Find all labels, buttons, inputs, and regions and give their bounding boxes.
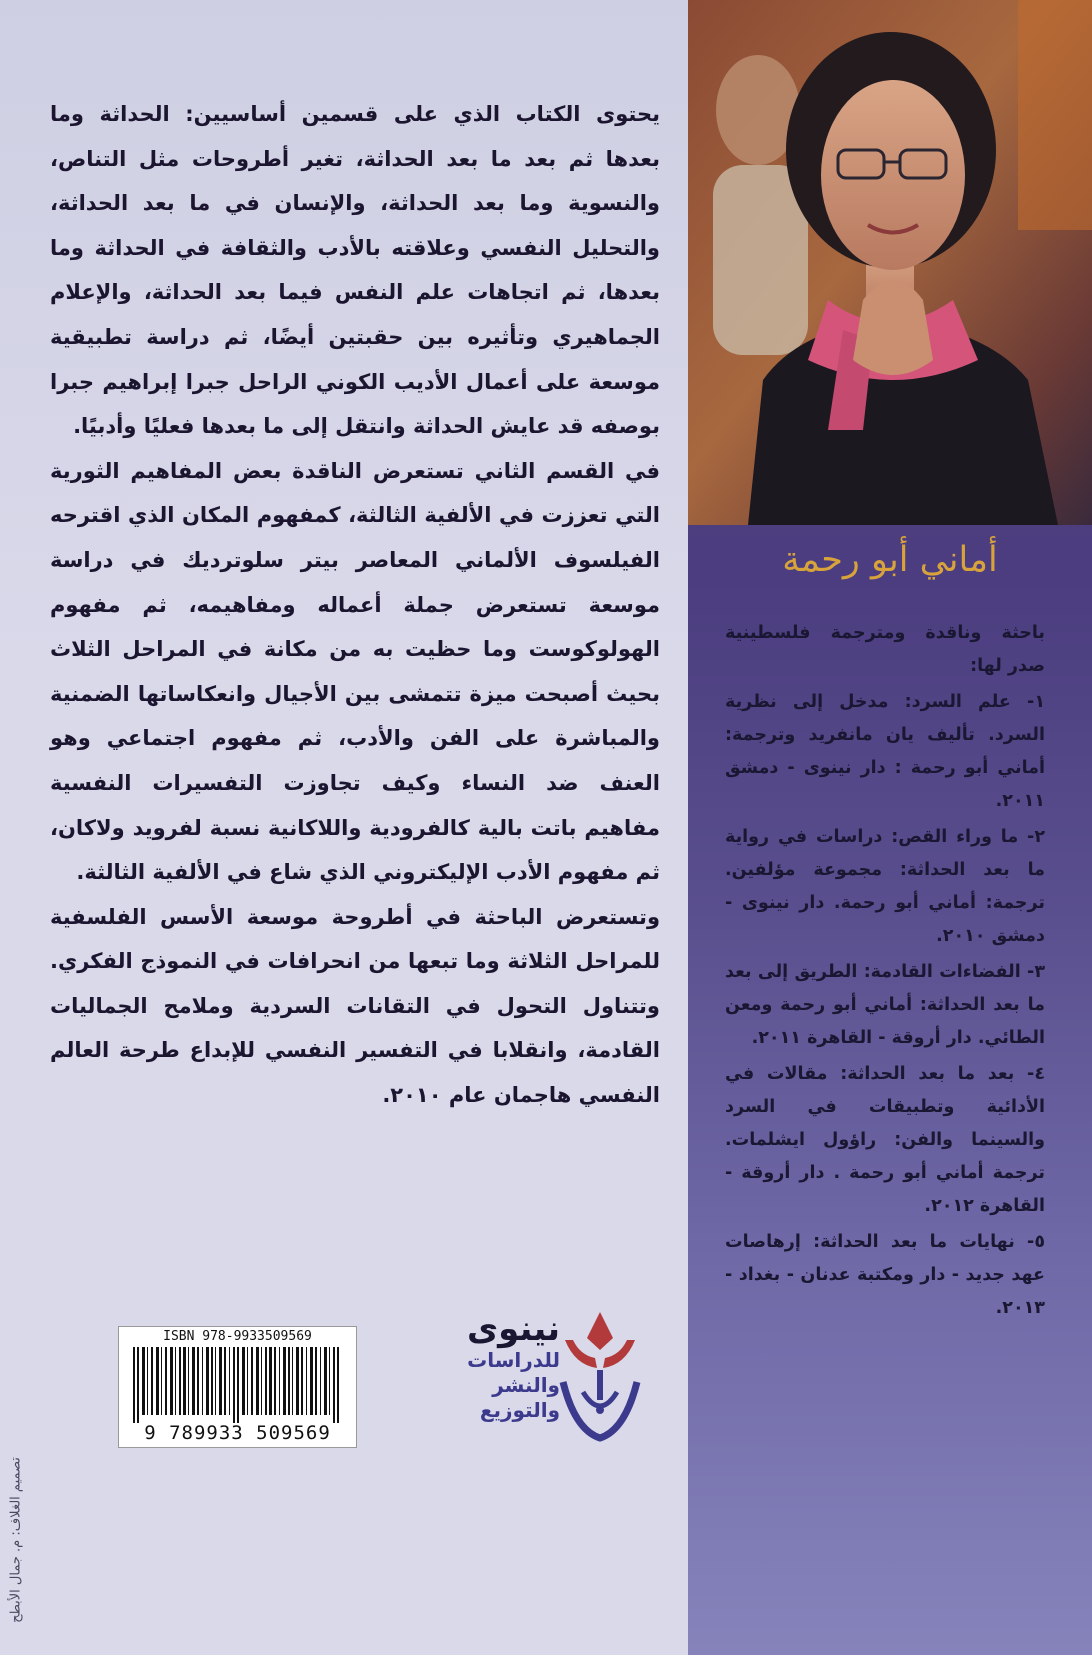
bio-book-3: ٣- الفضاءات القادمة: الطريق إلى بعد ما بعد الحداثة: أماني أبو رحمة ومعن الطائي. دار أروقة - القاهرة ٢٠١١. xyxy=(725,962,1045,1048)
bio-book-2: ٢- ما وراء القص: دراسات في رواية ما بعد الحداثة: مجموعة مؤلفين. ترجمة: أماني أبو رحمة. دار نينوى - دمشق ٢٠١٠. xyxy=(725,827,1045,946)
barcode-bars xyxy=(125,1347,350,1423)
author-photo xyxy=(688,0,1092,525)
publisher-sub-2: والنشر xyxy=(492,1373,560,1397)
publisher-name-block xyxy=(467,1310,560,1423)
book-description xyxy=(50,92,660,1118)
description-paragraph-1: يحتوى الكتاب الذي على قسمين أساسيين: الحداثة وما بعدها ثم بعد ما بعد الحداثة، تغير أطروحات مثل التناص، والنسوية وما بعد الحداثة، والإنسان في ما بعد الحداثة، والتحليل النفسي وعلاقته بالأدب والثقافة في الحداثة وما بعدها، ثم اتجاهات علم النفس فيما بعد الحداثة، والإعلام الجماهيري وتأثيره بين حقبتين أيضًا، ثم دراسة تطبيقية موسعة على أعمال الأديب الكوني الراحل جبرا إبراهيم جبرا بوصفه قد عايش الحداثة وانتقل إلى ما بعدها فعليًا وأدبيًا. xyxy=(50,102,660,439)
publisher-name: نينوى xyxy=(466,1309,560,1349)
cover-designer-credit xyxy=(4,1430,28,1650)
author-name: أماني أبو رحمة xyxy=(782,540,998,580)
designer-text: تصميم الغلاف: م. جمال الأبطح xyxy=(8,1457,24,1623)
bio-intro: باحثة وناقدة ومترجمة فلسطينية صدر لها: xyxy=(725,623,1045,676)
author-portrait-illustration xyxy=(688,0,1092,525)
publisher-sub-3: والتوزيع xyxy=(479,1398,560,1422)
publisher-logo-block xyxy=(395,1310,645,1440)
isbn-barcode xyxy=(118,1326,357,1448)
barcode-digits: 9 789933 509569 xyxy=(144,1422,331,1444)
publisher-sub-1: للدراسات xyxy=(467,1348,560,1372)
author-bio xyxy=(725,617,1045,1328)
bio-book-4: ٤- بعد ما بعد الحداثة: مقالات في الأدائية وتطبيقات في السرد والسينما والفن: راؤول ايشلمات. ترجمة أماني أبو رحمة . دار أروقة - القاهرة ٢٠١٢. xyxy=(725,1064,1045,1216)
publisher-emblem-icon xyxy=(555,1310,645,1442)
bio-book-1: ١- علم السرد: مدخل إلى نظرية السرد. تأليف يان مانفريد وترجمة: أماني أبو رحمة : دار نينوى - دمشق ٢٠١١. xyxy=(725,692,1045,811)
bio-book-5: ٥- نهايات ما بعد الحداثة: إرهاصات عهد جديد - دار ومكتبة عدنان - بغداد - ٢٠١٣. xyxy=(725,1232,1045,1318)
description-paragraph-2: في القسم الثاني تستعرض الناقدة بعض المفاهيم الثورية التي تعززت في الألفية الثالثة، كمفهوم المكان الذي اقترحه الفيلسوف الألماني المعاصر بيتر سلوترديك في دراسة موسعة تستعرض جملة أعماله ومفاهيمه، ثم مفهوم الهولوكوست وما حظيت به من مكانة في المراحل الثلاث بحيث أصبحت ميزة تتمشى بين الأجيال وانعكاساتها الضمنية والمباشرة على الفن والأدب، ثم مفهوم اجتماعي وهو العنف ضد النساء وكيف تجاوزت التفسيرات النفسية مفاهيم باتت بالية كالفرودية واللاكانية نسبة لفرويد ولاكان، ثم مفهوم الأدب الإليكتروني الذي شاع في الألفية الثالثة. xyxy=(50,458,660,885)
isbn-label: ISBN 978-9933509569 xyxy=(163,1329,312,1344)
description-paragraph-3: وتستعرض الباحثة في أطروحة موسعة الأسس الفلسفية للمراحل الثلاثة وما تبعها من انحرافات في النموذج الفكري. وتتناول التحول في التقانات السردية وملامح الجماليات القادمة، وانقلابا في التفسير النفسي للإبداع طرحة العالم النفسي هاجمان عام ٢٠١٠. xyxy=(50,904,660,1108)
